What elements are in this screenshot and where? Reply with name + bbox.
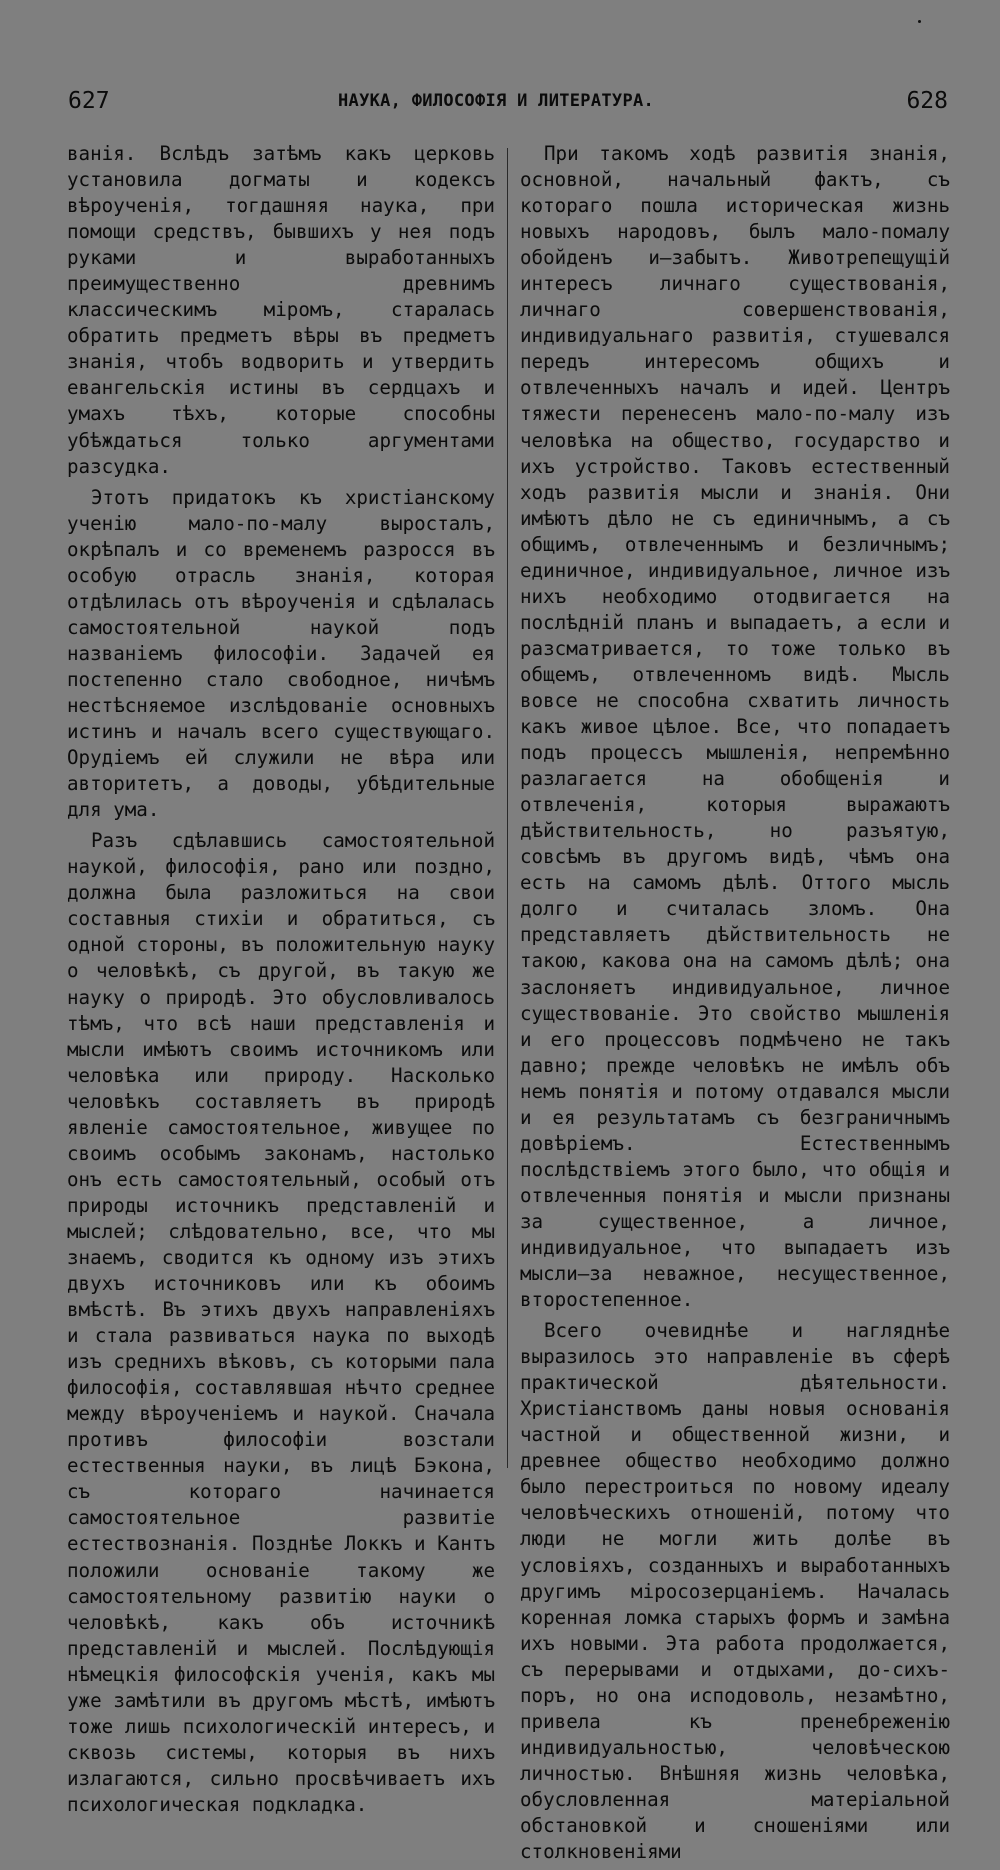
page-number-left: 627 [68, 88, 110, 114]
page-number-right: 628 [906, 88, 948, 114]
paragraph: При такомъ ходѣ развитія знанія, основной, начальный фактъ, съ котораго пошла историческая жизнь новыхъ народовъ, былъ мало-помалу обойденъ и—забытъ. Животрепещущій интересъ личнаго существованія, личнаго совершенствованія, индивидуальнаго развитія, стушевался передъ интересомъ общихъ и отвлеченныхъ началъ и идей. Центръ тяжести перенесенъ мало-по-малу изъ человѣка на общество, государство и ихъ устройство. Таковъ естественный ходъ развитія мысли и знанія. Они имѣютъ дѣло не съ единичнымъ, а съ общимъ, отвлеченнымъ и безличнымъ; единичное, индивидуальное, личное изъ нихъ необходимо отодвигается на послѣдній планъ и выпадаетъ, а если и разсматривается, то тоже только въ общемъ, отвлеченномъ видѣ. Мысль вовсе не способна схватить личность какъ живое цѣлое. Все, что попадаетъ подъ процессъ мышленія, непремѣнно разлагается на обобщенія и отвлеченія, которыя выражаютъ дѣйствительность, но разъятую, совсѣмъ въ другомъ видѣ, чѣмъ она есть на самомъ дѣлѣ. Оттого мысль долго и считалась зломъ. Она представляетъ дѣйствительность не такою, какова она на самомъ дѣлѣ; она заслоняетъ индивидуальное, личное существованіе. Это свойство мышленія и его процессовъ подмѣчено не такъ давно; прежде человѣкъ не имѣлъ объ немъ понятія и потому отдавался мысли и ея результатамъ съ безграничнымъ довѣріемъ. Естественнымъ послѣдствіемъ этого было, что общія и отвлеченныя понятія и мысли признаны за существенное, а личное, индивидуальное, что выпадаетъ изъ мысли—за неважное, несущественное, второстепенное. [520, 142, 950, 1312]
paragraph: Разъ сдѣлавшись самостоятельной наукой, философія, рано или поздно, должна была разложиться на свои составныя стихіи и обратиться, съ одной стороны, въ положительную науку о человѣкѣ, съ другой, въ такую же науку о природѣ. Это обусловливалось тѣмъ, что всѣ наши представленія и мысли имѣютъ своимъ источникомъ или человѣка или природу. Насколько человѣкъ составляетъ въ природѣ явленіе самостоятельное, живущее по своимъ особымъ законамъ, настолько онъ есть самостоятельный, особый отъ природы источникъ представленій и мыслей; слѣдовательно, все, что мы знаемъ, сводится къ одному изъ этихъ двухъ источниковъ или къ обоимъ вмѣстѣ. Въ этихъ двухъ направленіяхъ и стала развиваться наука по выходѣ изъ среднихъ вѣковъ, съ которыми пала философія, составлявшая нѣчто среднее между вѣроученіемъ и наукой. Сначала противъ философіи возстали естественныя науки, въ лицѣ Бэкона, съ котораго начинается самостоятельное развитіе естествознанія. Позднѣе Локкъ и Кантъ положили основаніе такому же самостоятельному развитію науки о человѣкѣ, какъ объ источникѣ представленій и мыслей. Послѣдующія нѣмецкія философскія ученія, какъ мы уже замѣтили въ другомъ мѣстѣ, имѣютъ тоже лишь психологическій интересъ, и сквозь системы, которыя въ нихъ излагаются, сильно просвѣчиваетъ ихъ психологическая подкладка. [67, 829, 495, 1816]
running-title: НАУКА, ФИЛОСОФІЯ И ЛИТЕРАТУРА. [338, 91, 655, 111]
right-column [520, 141, 950, 1870]
left-column [67, 141, 495, 1823]
paragraph: Всего очевиднѣе и нагляднѣе выразилось это направленіе въ сферѣ практической дѣятельности. Христіанствомъ даны новыя основанія частной и общественной жизни, и древнее общество необходимо должно было перестроиться по новому идеалу человѣческихъ отношеній, потому что люди не могли жить долѣе въ условіяхъ, созданныхъ и выработанныхъ другимъ міросозерцаніемъ. Началась коренная ломка старыхъ формъ и замѣна ихъ новыми. Эта работа продолжается, съ перерывами и отдыхами, до-сихъ-поръ, но она исподоволь, незамѣтно, привела къ пренебреженію индивидуальностью, человѣческою личностью. Внѣшняя жизнь человѣка, обусловленная матеріальной обстановкой и сношеніями или столкновеніями [520, 1319, 950, 1864]
paragraph: ванія. Вслѣдъ затѣмъ какъ церковь установила догматы и кодексъ вѣроученія, тогдашняя наука, при помощи средствъ, бывшихъ у нея подъ руками и выработанныхъ преимущественно древнимъ классическимъ міромъ, старалась обратить предметъ вѣры въ предметъ знанія, чтобъ водворить и утвердить евангельскія истины въ сердцахъ и умахъ тѣхъ, которые способны убѣждаться только аргументами разсудка. [67, 142, 495, 478]
column-divider [507, 148, 508, 1468]
print-speck [918, 20, 921, 23]
paragraph: Этотъ придатокъ къ христіанскому ученію мало-по-малу выросталъ, окрѣпалъ и со временемъ разросся въ особую отрасль знанія, которая отдѣлилась отъ вѣроученія и сдѣлалась самостоятельной наукой подъ названіемъ философіи. Задачей ея постепенно стало свободное, ничѣмъ нестѣсняемое изслѣдованіе основныхъ истинъ и началъ всего существующаго. Орудіемъ ей служили не вѣра или авторитетъ, а доводы, убѣдительные для ума. [67, 485, 495, 822]
running-head [68, 88, 948, 118]
